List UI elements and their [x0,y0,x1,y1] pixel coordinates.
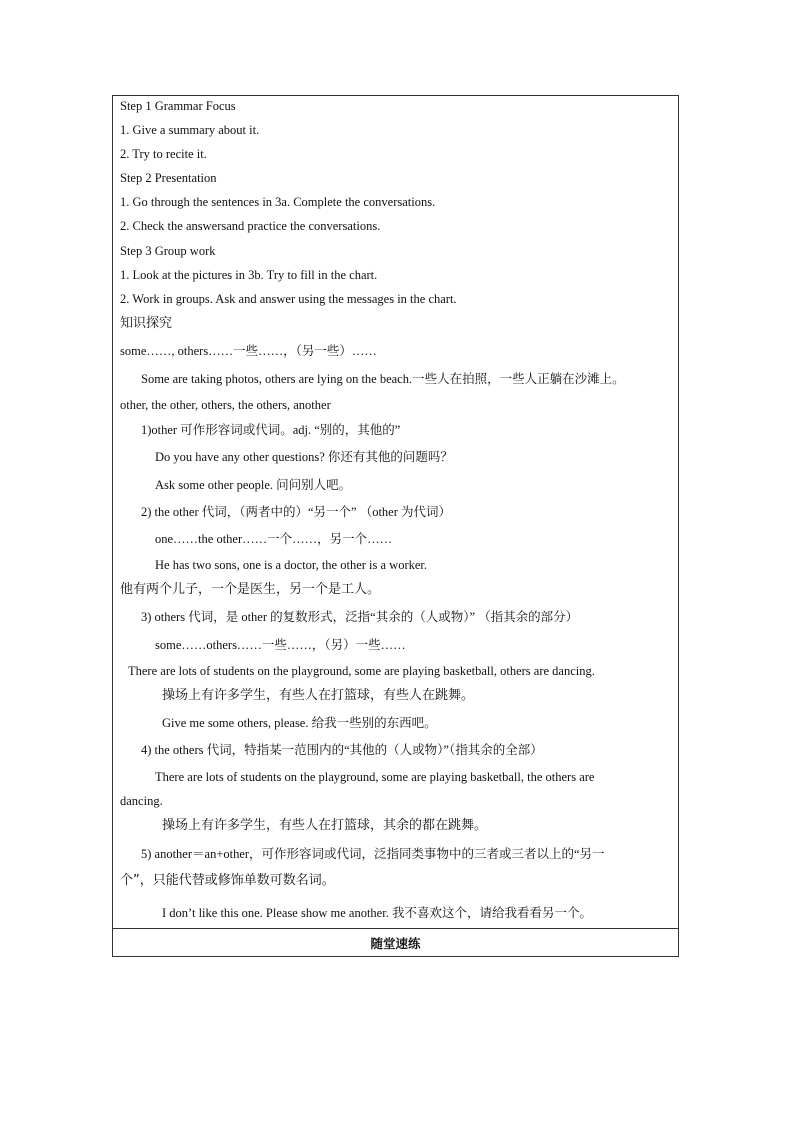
rule-item: 1)other 可作形容词或代词。adj. “别的，其他的” [141,423,401,437]
text-line: some……, others……一些……，（另一些）…… [120,344,377,358]
example-sentence: Do you have any other questions? 你还有其他的问题吗？ [155,450,453,464]
rule-item: 4) the others 代词，特指某一范围内的“其他的（人或物）”（指其余的全部） [141,743,543,757]
text-line: Step 1 Grammar Focus [120,99,236,113]
text-line: Step 2 Presentation [120,171,217,185]
section-heading: 知识探究 [120,316,173,331]
text-line: some……others……一些……，（另）一些…… [155,638,406,652]
text-line: 1. Go through the sentences in 3a. Complete the conversations. [120,195,436,209]
text-line: 2. Try to recite it. [120,147,207,161]
rule-item: 3) others 代词，是 other 的复数形式，泛指“其余的（人或物）” （指其余的部分） [141,610,579,624]
rule-item: 5) another＝an+other，可作形容词或代词，泛指同类事物中的三者或三者以上的“另一 [141,847,605,861]
example-sentence: Ask some other people. 问问别人吧。 [155,478,352,492]
text-line: 1. Look at the pictures in 3b. Try to fill in the chart. [120,268,378,282]
row-divider [113,928,678,929]
translation: 他有两个儿子，一个是医生，另一个是工人。 [120,582,381,597]
example-sentence: There are lots of students on the playground, some are playing basketball, others are dancing. [128,664,595,678]
rule-item: 个”，只能代替或修饰单数可数名词。 [120,873,335,888]
practice-heading: 随堂速练 [370,936,421,951]
text-line: 2. Check the answersand practice the conversations. [120,219,381,233]
rule-item: 2) the other 代词，（两者中的）“另一个” （other 为代词） [141,505,452,519]
text-line: 1. Give a summary about it. [120,123,260,137]
text-line: one……the other……一个……，另一个…… [155,532,393,546]
lesson-table [112,95,679,957]
translation: 操场上有许多学生，有些人在打篮球，其余的都在跳舞。 [162,818,488,833]
text-line: other, the other, others, the others, another [120,398,331,412]
example-sentence: There are lots of students on the playground, some are playing basketball, the others are [155,770,595,784]
example-sentence: dancing. [120,794,163,808]
translation: 操场上有许多学生，有些人在打篮球，有些人在跳舞。 [162,688,475,703]
example-sentence: Some are taking photos, others are lying on the beach.一些人在拍照，一些人正躺在沙滩上。 [141,372,625,386]
example-sentence: I don’t like this one. Please show me another. 我不喜欢这个，请给我看看另一个。 [162,906,592,920]
text-line: 2. Work in groups. Ask and answer using the messages in the chart. [120,292,457,306]
example-sentence: Give me some others, please. 给我一些别的东西吧。 [162,716,437,730]
example-sentence: He has two sons, one is a doctor, the other is a worker. [155,558,428,572]
text-line: Step 3 Group work [120,244,216,258]
